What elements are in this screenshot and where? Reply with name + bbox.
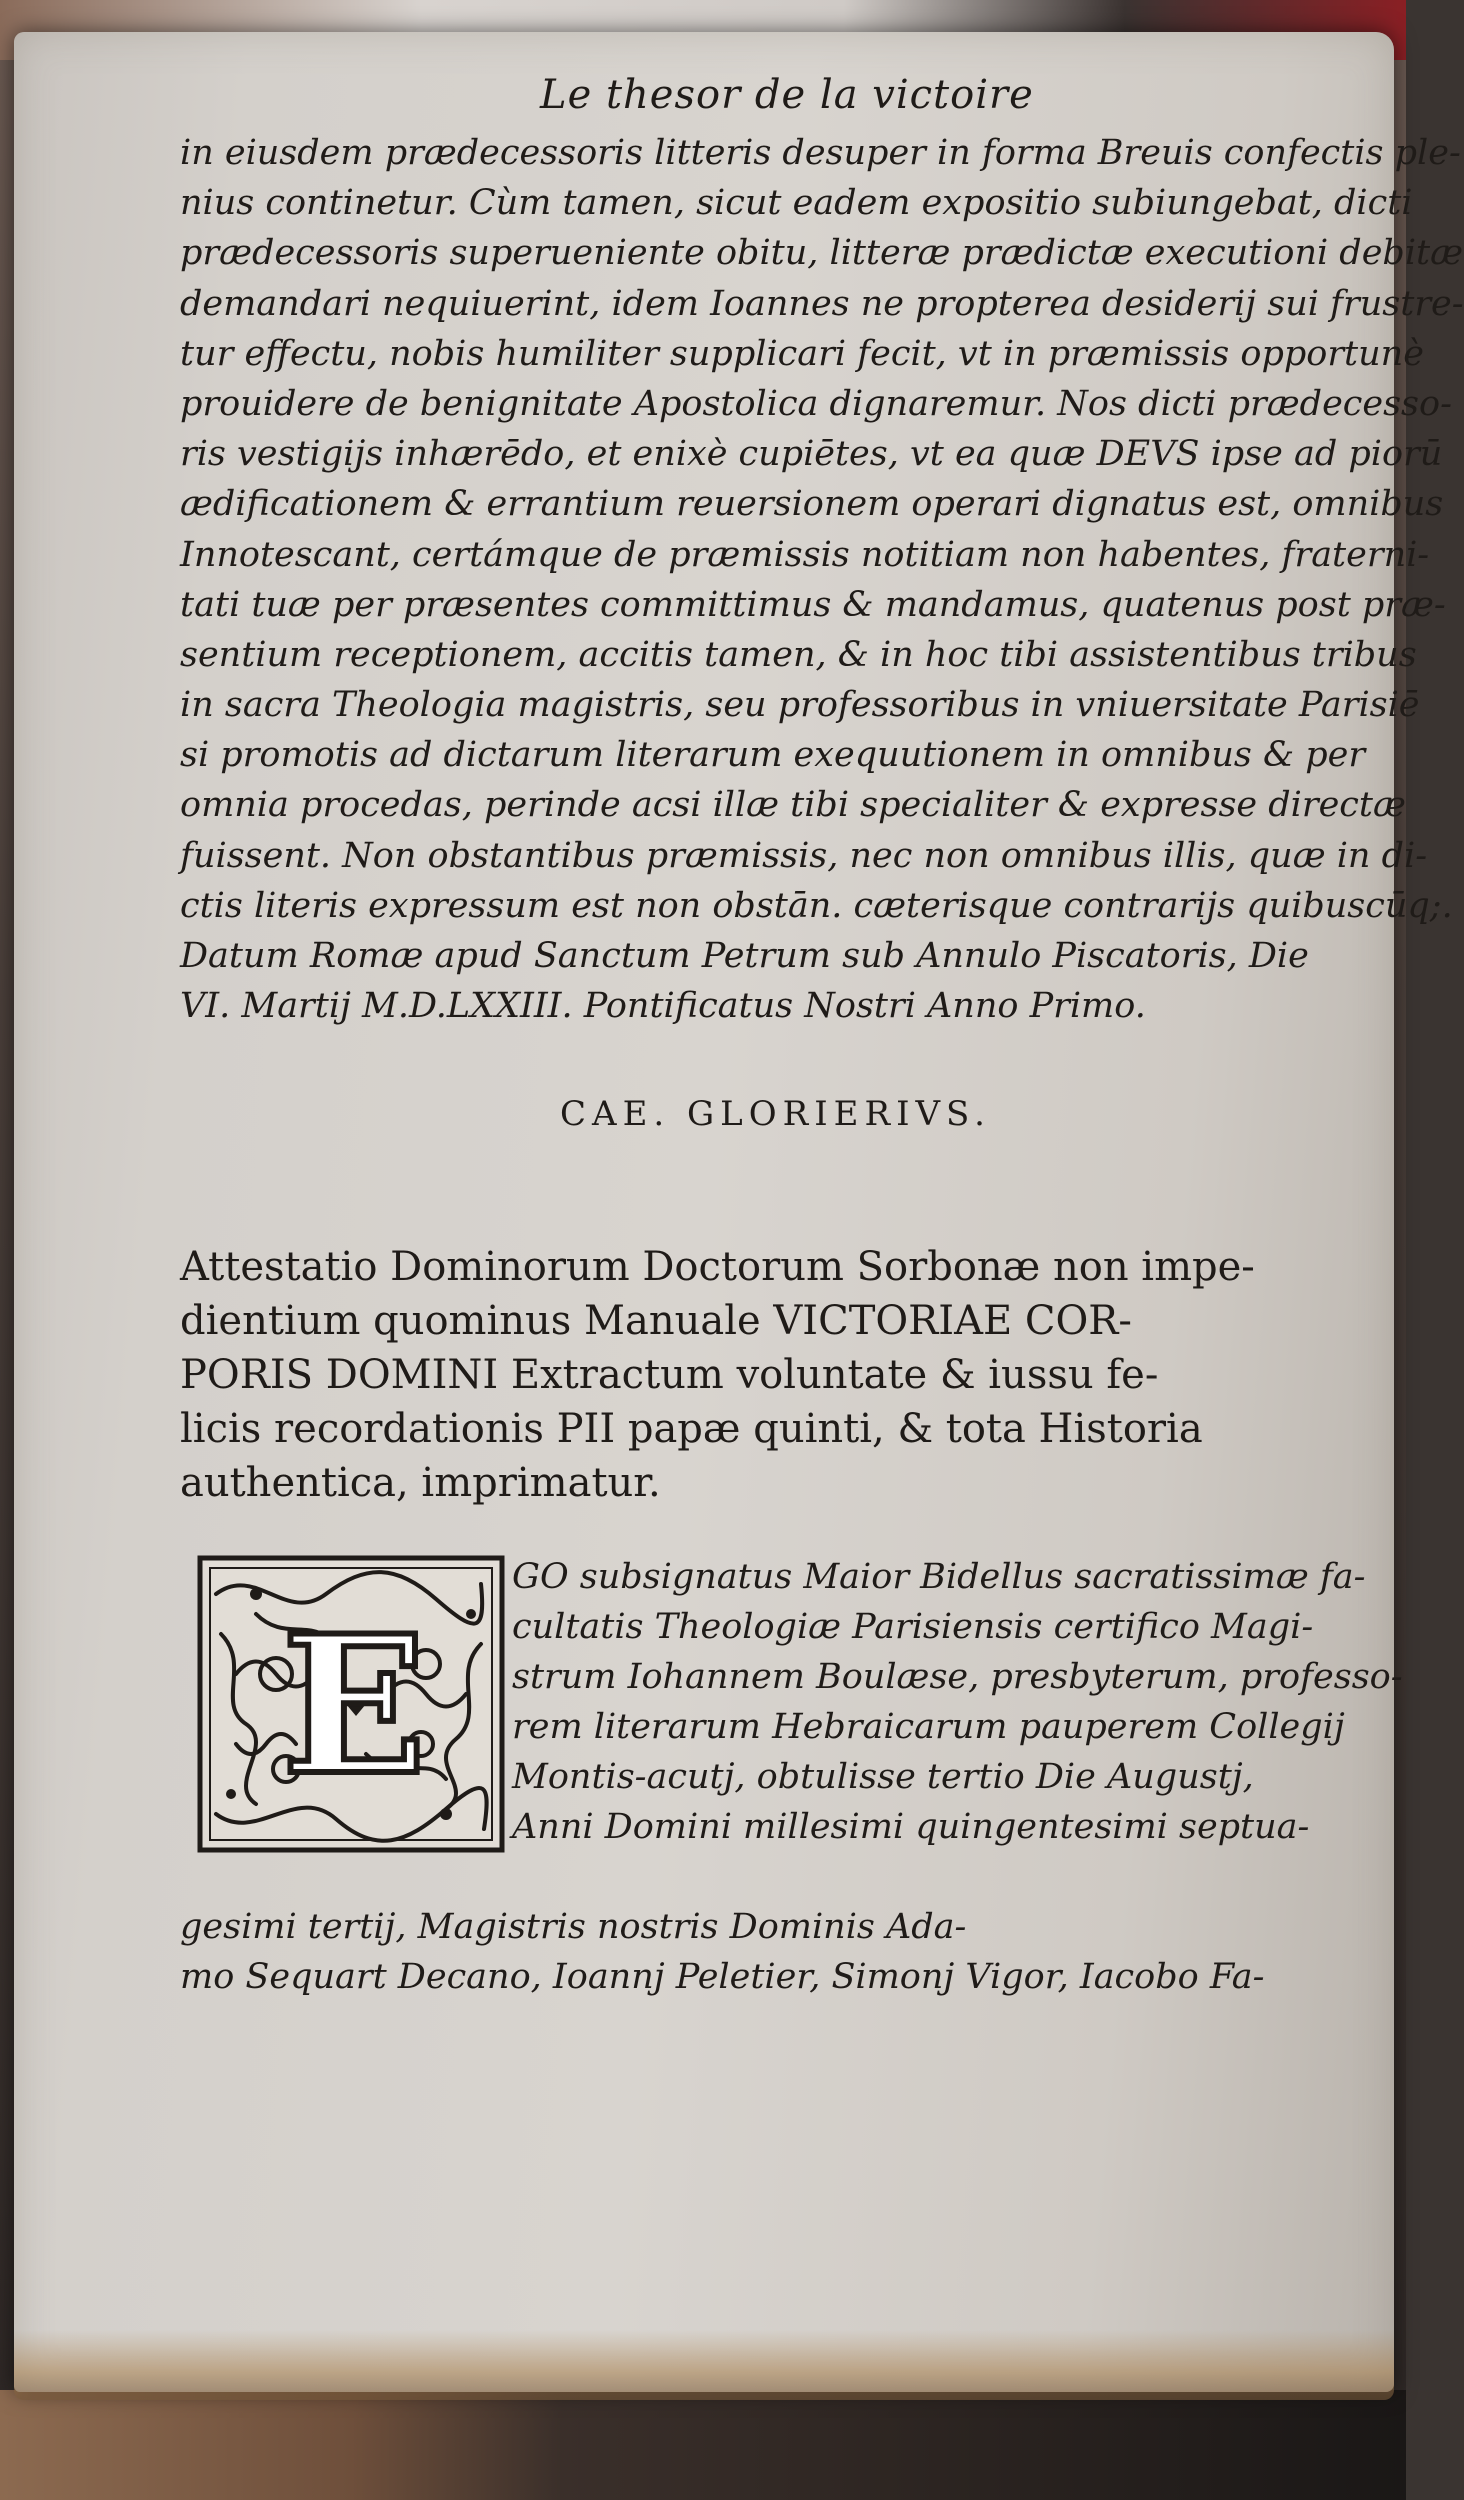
- text-line: fuissent. Non obstantibus præmissis, nec non omnibus illis, quæ in di-: [180, 835, 1428, 876]
- text-line: nius continetur. Cùm tamen, sicut eadem expositio subiungebat, dicti: [180, 183, 1413, 224]
- text-line: Datum Romæ apud Sanctum Petrum sub Annulo Piscatoris, Die: [180, 936, 1309, 976]
- text-line: tati tuæ per præsentes committimus & mandamus, quatenus post præ-: [180, 584, 1446, 625]
- text-line: in sacra Theologia magistris, seu professoribus in vniuersitate Parisiē: [180, 685, 1420, 726]
- page-edge-shadow: [14, 2330, 1394, 2400]
- attestation-heading: [180, 1240, 1300, 1510]
- text-line: prædecessoris superueniente obitu, litteræ prædictæ executioni debitæ: [180, 233, 1463, 274]
- text-line: demandari nequiuerint, idem Ioannes ne propterea desiderij sui frustre-: [180, 283, 1464, 324]
- initial-letter: E: [281, 1594, 427, 1817]
- text-line: prouidere de benignitate Apostolica dignaremur. Nos dicti prædecesso-: [180, 383, 1452, 424]
- text-line: in eiusdem prædecessoris litteris desuper in forma Breuis confectis ple-: [180, 133, 1461, 173]
- text-line: VI. Martij M.D.LXXIII. Pontificatus Nostri Anno Primo.: [180, 986, 1146, 1027]
- text-line: strum Iohannem Boulæse, presbyterum, professo-: [512, 1657, 1403, 1697]
- text-line: sentium receptionem, accitis tamen, & in hoc tibi assistentibus tribus: [180, 634, 1417, 675]
- running-head: Le thesor de la victoire: [540, 72, 1034, 118]
- text-line: Innotescant, certámque de præmissis notitiam non habentes, fraterni-: [180, 534, 1430, 575]
- text-line: rem literarum Hebraicarum pauperem Collegij: [512, 1707, 1345, 1747]
- heading-line: dientium quominus Manuale VICTORIAE COR-: [180, 1298, 1132, 1344]
- heading-line: Attestatio Dominorum Doctorum Sorbonæ non impe-: [180, 1244, 1255, 1290]
- text-line: Montis-acutj, obtulisse tertio Die Augustj,: [512, 1757, 1254, 1797]
- text-line: cultatis Theologiæ Parisiensis certifico Magi-: [512, 1607, 1314, 1647]
- heading-line: PORIS DOMINI Extractum voluntate & iussu fe-: [180, 1352, 1159, 1398]
- heading-line: authentica, imprimatur.: [180, 1460, 661, 1506]
- text-line: omnia procedas, perinde acsi illæ tibi specialiter & expresse directæ: [180, 785, 1406, 826]
- text-line: si promotis ad dictarum literarum exequutionem in omnibus & per: [180, 735, 1366, 776]
- text-line: Anni Domini millesimi quingentesimi septua-: [512, 1807, 1310, 1847]
- text-line: gesimi tertij, Magistris nostris Dominis Ada-: [180, 1907, 967, 1947]
- text-line: ris vestigijs inhærēdo, et enixè cupiētes, vt ea quæ DEVS ipse ad piorū: [180, 434, 1443, 475]
- text-line: tur effectu, nobis humiliter supplicari fecit, vt in præmissis opportunè: [180, 333, 1424, 374]
- text-line: ædificationem & errantium reuersionem operari dignatus est, omnibus: [180, 484, 1444, 525]
- decorated-initial-e-icon: [196, 1554, 506, 1854]
- text-line: mo Sequart Decano, Ioannj Peletier, Simonj Vigor, Iacobo Fa-: [180, 1957, 1265, 1997]
- text-line: ctis literis expressum est non obstān. cæterisque contrarijs quibuscūq;.: [180, 885, 1453, 926]
- papal-brief-text: [180, 128, 1464, 1031]
- attestation-text-full-width: [180, 1902, 1300, 2002]
- signature: CAE. GLORIERIVS.: [560, 1094, 991, 1134]
- heading-line: licis recordationis PII papæ quinti, & tota Historia: [180, 1406, 1203, 1452]
- attestation-text-beside-initial: [512, 1552, 1403, 1852]
- table-surface: [0, 2390, 1406, 2500]
- text-line: GO subsignatus Maior Bidellus sacratissimæ fa-: [512, 1557, 1366, 1597]
